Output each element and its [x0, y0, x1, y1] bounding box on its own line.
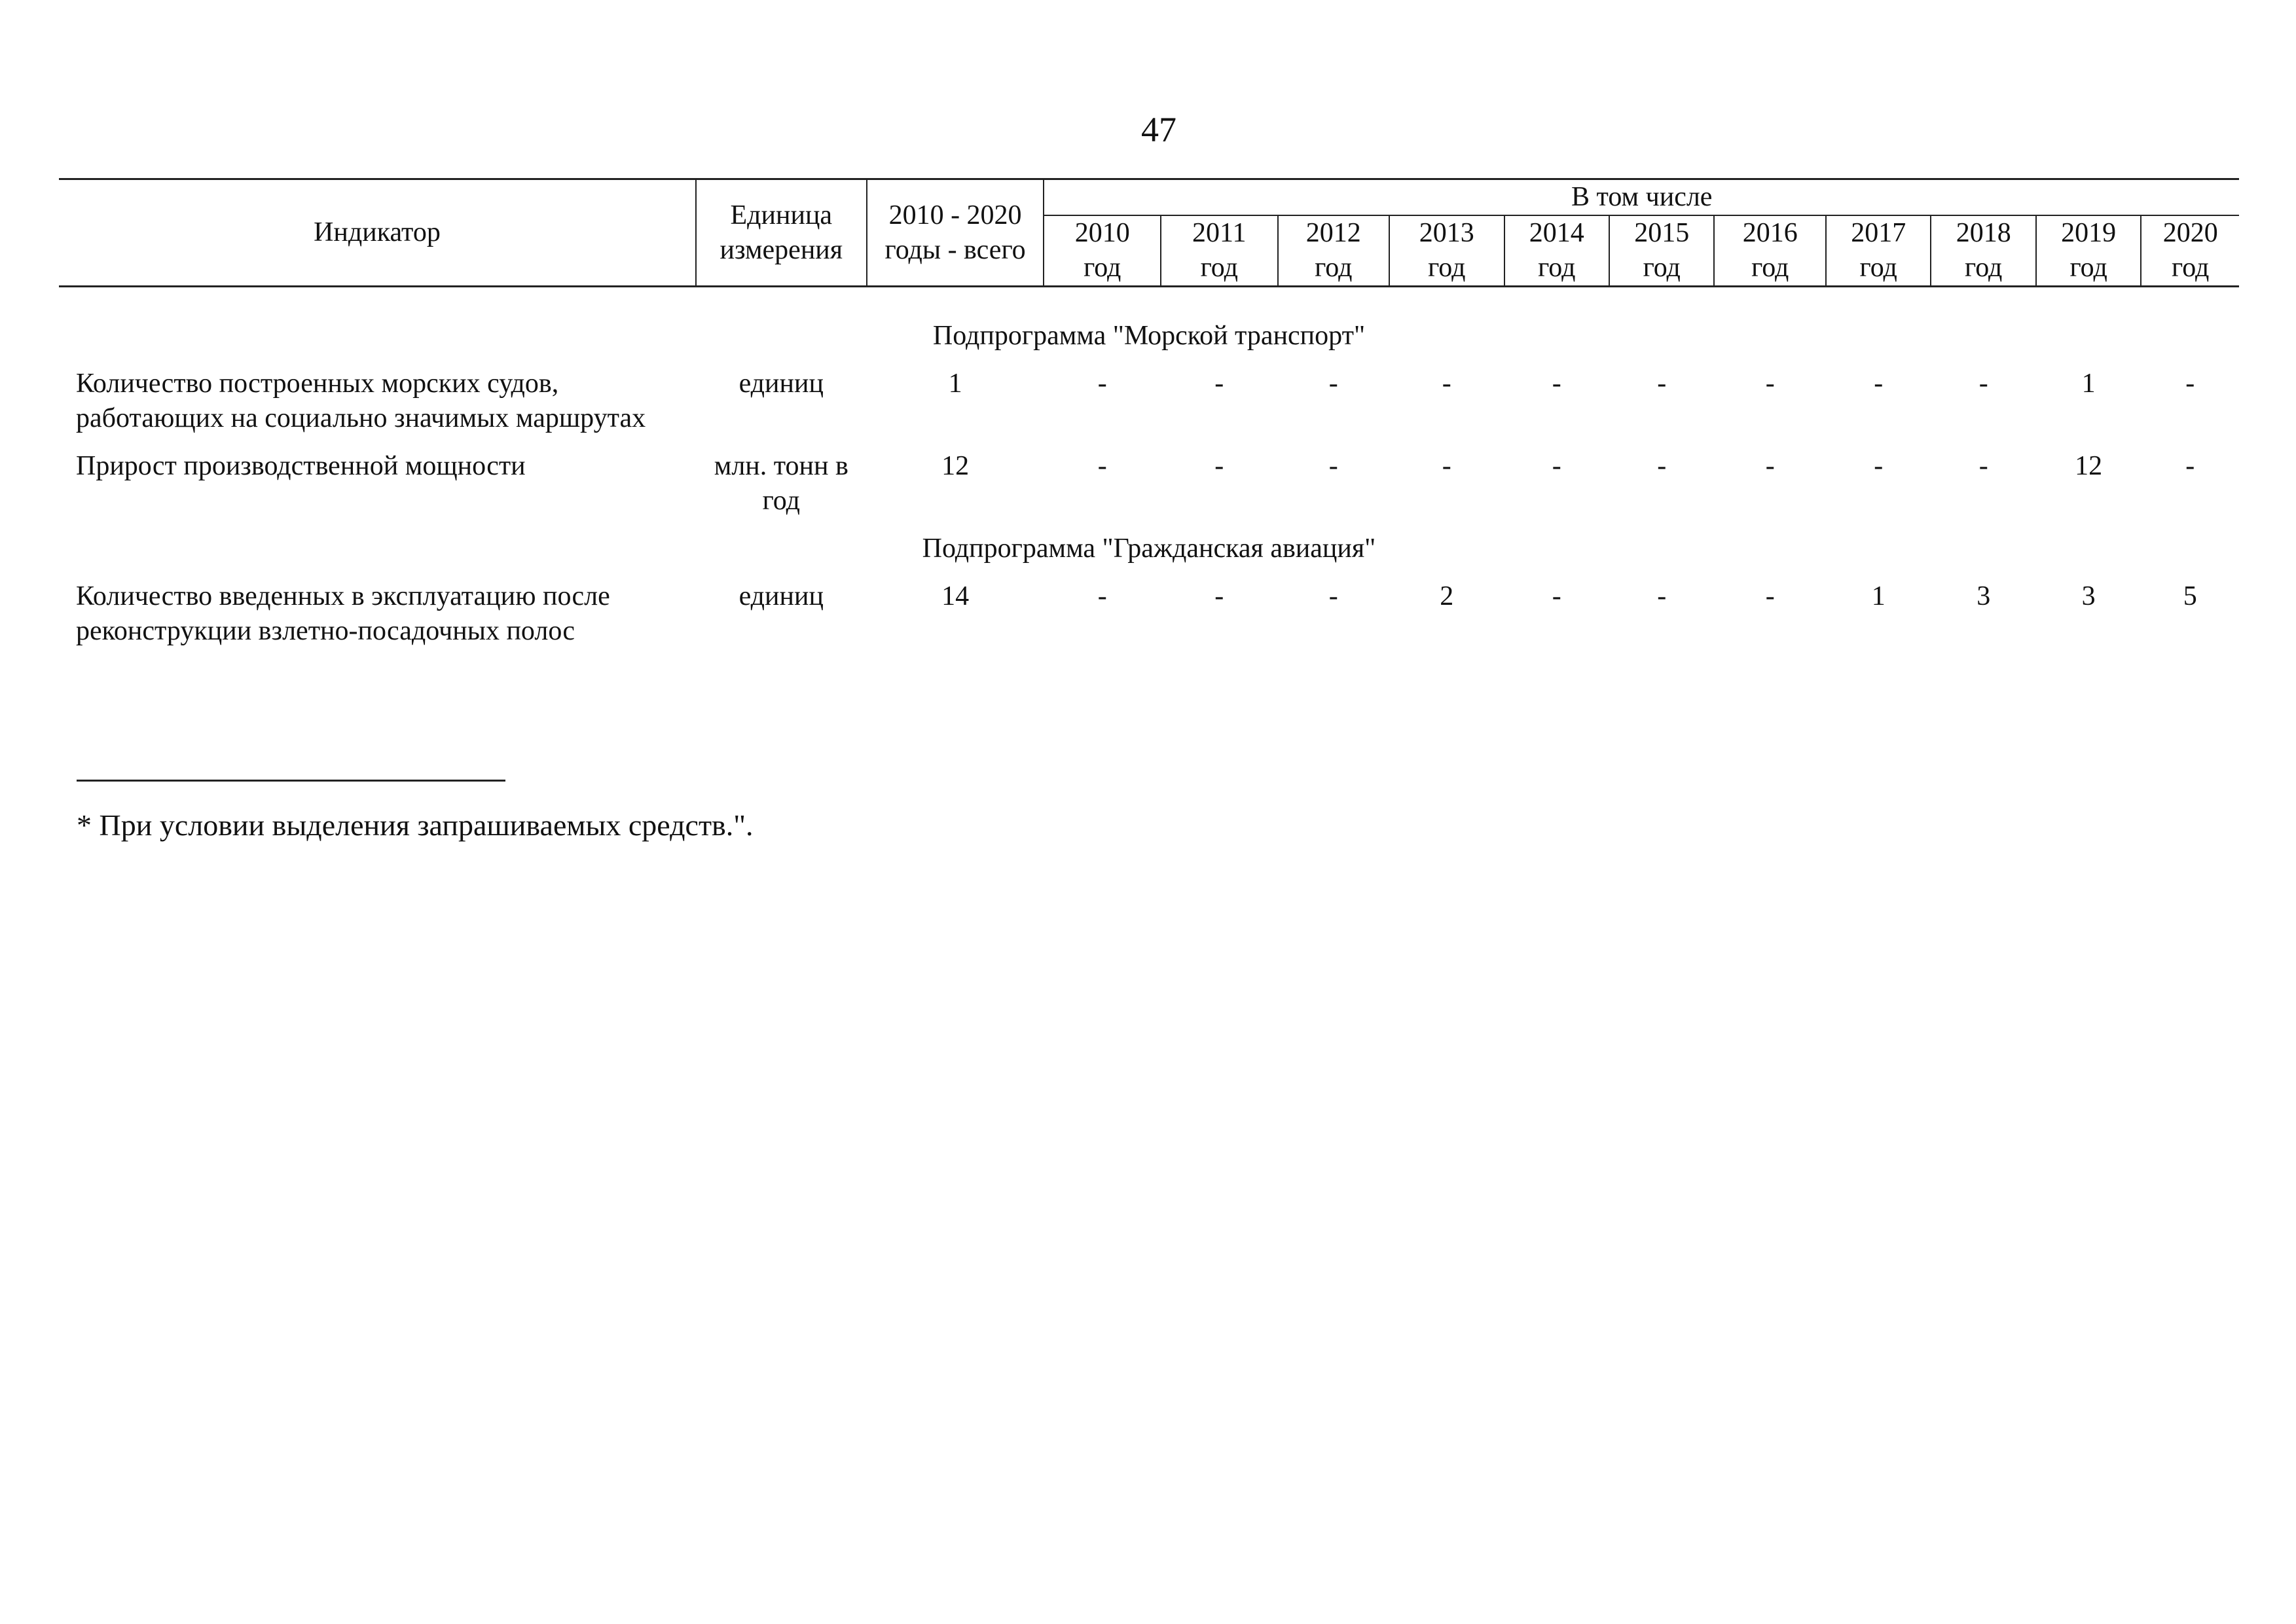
header-year: 2016: [1714, 215, 1826, 251]
header-year-suffix: год: [2141, 251, 2239, 287]
value-cell: -: [1328, 451, 1338, 481]
header-year: 2011: [1161, 215, 1278, 251]
value-cell: -: [1442, 451, 1451, 481]
value-cell: -: [1328, 581, 1338, 611]
subprogram-title: Подпрограмма "Гражданская авиация": [922, 533, 1376, 564]
value-cell: -: [1874, 451, 1884, 481]
header-total: 2010 - 2020 годы - всего: [867, 179, 1044, 287]
header-year: 2014: [1504, 215, 1609, 251]
value-cell: -: [1978, 369, 1988, 399]
indicator-cell: Количество построенных морских судов, работающих на социально значимых маршрутах: [76, 369, 646, 433]
value-cell: -: [1097, 451, 1107, 481]
header-year-suffix: год: [1714, 251, 1826, 287]
value-cell: 3: [1977, 581, 1991, 611]
unit-cell: млн. тонн в год: [714, 451, 848, 516]
header-year: 2010: [1044, 215, 1161, 251]
spacer: [59, 287, 2239, 319]
header-indicator: Индикатор: [59, 179, 696, 287]
value-cell: -: [1442, 369, 1451, 399]
value-cell: -: [1328, 369, 1338, 399]
header-year: 2015: [1609, 215, 1714, 251]
value-cell: -: [2185, 451, 2195, 481]
indicator-cell: Прирост производственной мощности: [76, 451, 526, 481]
value-cell: -: [1214, 581, 1224, 611]
header-year-suffix: год: [2036, 251, 2141, 287]
header-year: 2020: [2162, 218, 2218, 248]
total-cell: 1: [948, 369, 962, 399]
subprogram-title: Подпрограмма "Морской транспорт": [932, 321, 1366, 351]
value-cell: -: [1097, 369, 1107, 399]
header-year: 2018: [1931, 215, 2035, 251]
value-cell: -: [1552, 451, 1561, 481]
value-cell: 1: [2081, 369, 2096, 399]
unit-cell: единиц: [738, 581, 824, 611]
value-cell: -: [1657, 369, 1667, 399]
value-cell: 3: [2081, 581, 2096, 611]
value-cell: -: [1552, 581, 1561, 611]
value-cell: -: [1874, 369, 1884, 399]
header-year: 2012: [1278, 215, 1390, 251]
footnote: * При условии выделения запрашиваемых средств.".: [77, 808, 754, 842]
value-cell: 5: [2183, 581, 2197, 611]
table-row: [59, 449, 2239, 532]
header-unit: Единица измерения: [696, 179, 867, 287]
header-year-suffix: год: [1389, 251, 1504, 287]
indicator-table: [59, 178, 2239, 662]
value-cell: -: [1097, 581, 1107, 611]
table-row: [59, 367, 2239, 449]
value-cell: -: [1765, 451, 1775, 481]
table-row: [59, 579, 2239, 662]
value-cell: 2: [1440, 581, 1454, 611]
unit-cell: единиц: [738, 369, 824, 399]
value-cell: -: [1214, 451, 1224, 481]
header-year-suffix: год: [1931, 251, 2035, 287]
header-year: 2019: [2036, 215, 2141, 251]
value-cell: -: [1978, 451, 1988, 481]
total-cell: 12: [941, 451, 970, 481]
value-cell: -: [1765, 369, 1775, 399]
value-cell: -: [2185, 369, 2195, 399]
value-cell: -: [1657, 581, 1667, 611]
header-including: В том числе: [1044, 179, 2239, 216]
header-year-suffix: год: [1609, 251, 1714, 287]
value-cell: 1: [1871, 581, 1886, 611]
header-year-suffix: год: [1044, 251, 1161, 287]
value-cell: -: [1552, 369, 1561, 399]
header-year-suffix: год: [1504, 251, 1609, 287]
page-number: 47: [1141, 110, 1176, 149]
header-year-suffix: год: [1278, 251, 1390, 287]
value-cell: -: [1765, 581, 1775, 611]
total-cell: 14: [941, 581, 970, 611]
value-cell: 12: [2075, 451, 2103, 481]
value-cell: -: [1214, 369, 1224, 399]
value-cell: -: [1657, 451, 1667, 481]
header-year-suffix: год: [1161, 251, 1278, 287]
header-year-suffix: год: [1826, 251, 1931, 287]
indicator-cell: Количество введенных в эксплуатацию после реконструкции взлетно-посадочных полос: [76, 581, 610, 646]
header-year: 2017: [1826, 215, 1931, 251]
footnote-divider: [77, 780, 505, 782]
header-year: 2013: [1389, 215, 1504, 251]
